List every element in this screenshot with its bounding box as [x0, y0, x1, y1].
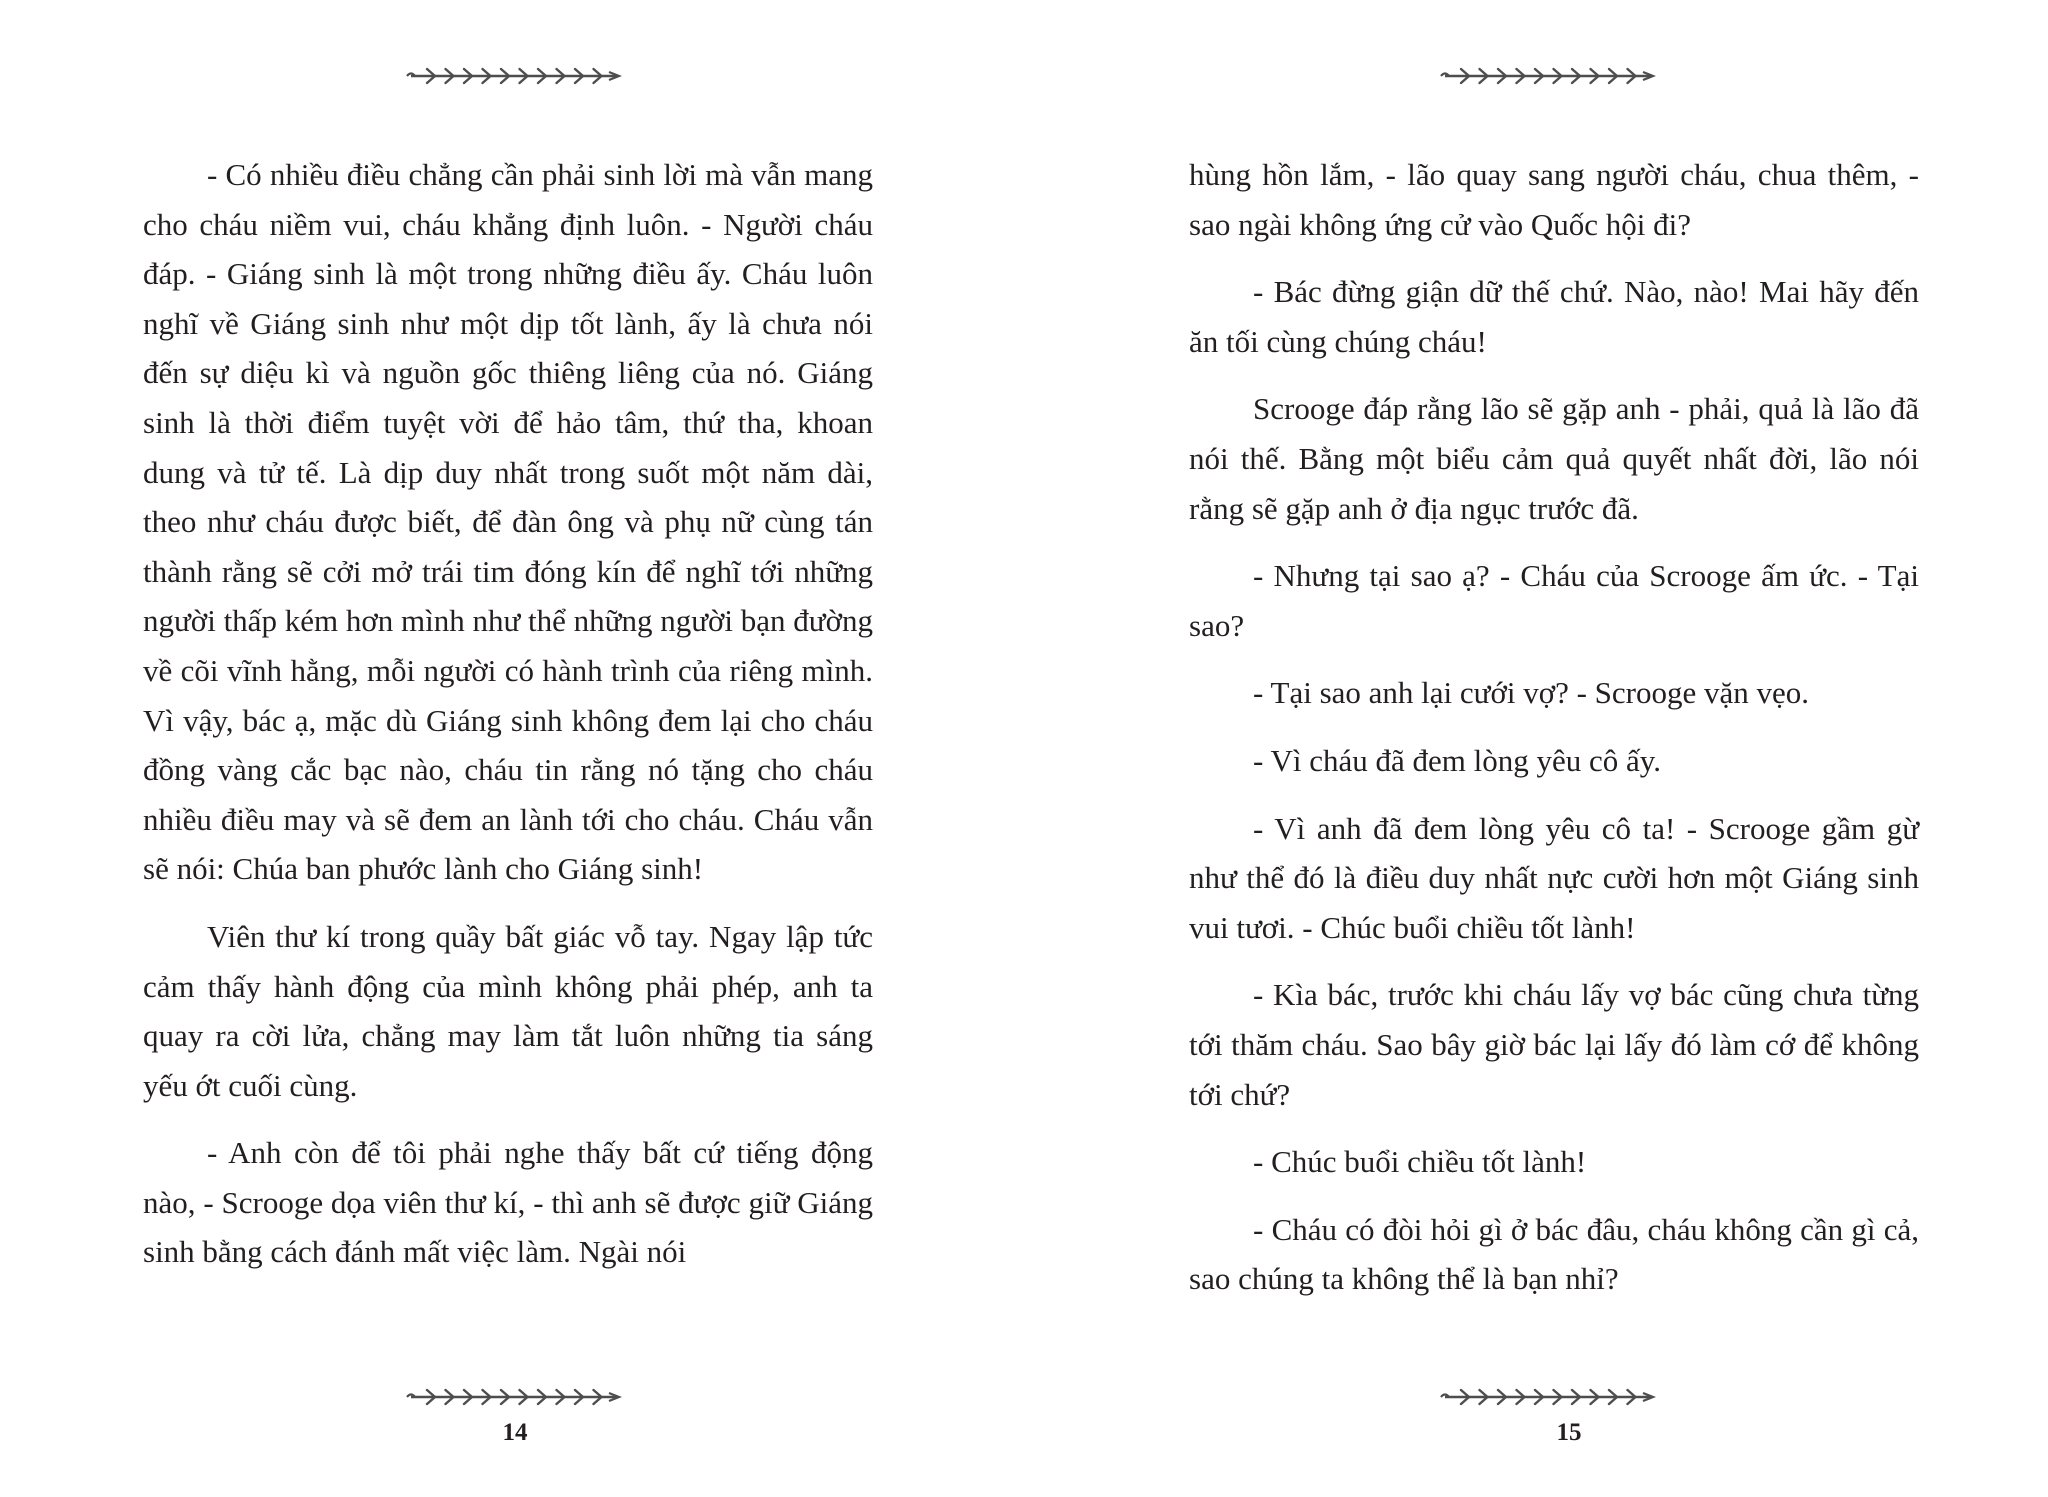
- top-ornament-icon: [405, 64, 625, 88]
- paragraph: - Nhưng tại sao ạ? - Cháu của Scrooge ấm ức. - Tại sao?: [1189, 558, 1919, 643]
- paragraph: Scrooge đáp rằng lão sẽ gặp anh - phải, quả là lão đã nói thế. Bằng một biểu cảm quả quyết nhất đời, lão nói rằng sẽ gặp anh ở địa ngục trước đã.: [1189, 391, 1919, 526]
- paragraph: - Cháu có đòi hỏi gì ở bác đâu, cháu không cần gì cả, sao chúng ta không thể là bạn nhỉ?: [1189, 1211, 1919, 1297]
- paragraph: - Chúc buổi chiều tốt lành!: [1253, 1144, 1587, 1180]
- page-number: 14: [502, 1419, 528, 1446]
- right-page: [1024, 0, 2048, 1497]
- paragraph: - Vì cháu đã đem lòng yêu cô ấy.: [1253, 742, 1662, 778]
- paragraph: - Tại sao anh lại cưới vợ? - Scrooge vặn vẹo.: [1253, 675, 1810, 711]
- page-number: 15: [1556, 1419, 1582, 1446]
- paragraph: - Anh còn để tôi phải nghe thấy bất cứ tiếng động nào, - Scrooge dọa viên thư kí, - thì anh sẽ được giữ Giáng sinh bằng cách đánh mất việc làm. Ngài nói: [143, 1135, 873, 1270]
- left-page-text: [143, 150, 873, 1295]
- paragraph: - Có nhiều điều chẳng cần phải sinh lời mà vẫn mang cho cháu niềm vui, cháu khẳng định luôn. - Người cháu đáp. - Giáng sinh là một trong những điều ấy. Cháu luôn nghĩ về Giáng sinh như một dịp tốt lành, ấy là chưa nói đến sự diệu kì và nguồn gốc thiêng liêng của nó. Giáng sinh là thời điểm tuyệt vời để hảo tâm, thứ tha, khoan dung và tử tế. Là dịp duy nhất trong suốt một năm dài, theo như cháu được biết, để đàn ông và phụ nữ cùng tán thành rằng sẽ cởi mở trái tim đóng kín để nghĩ tới những người thấp kém hơn mình như thể những người bạn đường về cõi vĩnh hằng, mỗi người có hành trình của riêng mình. Vì vậy, bác ạ, mặc dù Giáng sinh không đem lại cho cháu đồng vàng cắc bạc nào, cháu tin rằng nó tặng cho cháu nhiều điều may và sẽ đem an lành tới cho cháu. Cháu vẫn sẽ nói: Chúa ban phước lành cho Giáng sinh!: [143, 157, 873, 887]
- bottom-ornament-icon: [1439, 1385, 1659, 1409]
- paragraph: - Vì anh đã đem lòng yêu cô ta! - Scrooge gầm gừ như thể đó là điều duy nhất nực cười hơn một Giáng sinh vui tươi. - Chúc buổi chiều tốt lành!: [1189, 810, 1919, 945]
- paragraph-continuation: hùng hồn lắm, - lão quay sang người cháu, chua thêm, - sao ngài không ứng cử vào Quốc hội đi?: [1189, 157, 1919, 242]
- right-page-text: [1189, 150, 1919, 1322]
- top-ornament-icon: [1439, 64, 1659, 88]
- paragraph: Viên thư kí trong quầy bất giác vỗ tay. Ngay lập tức cảm thấy hành động của mình không phải phép, anh ta quay ra cời lửa, chẳng may làm tắt luôn những tia sáng yếu ớt cuối cùng.: [143, 918, 873, 1103]
- paragraph: - Bác đừng giận dữ thế chứ. Nào, nào! Mai hãy đến ăn tối cùng chúng cháu!: [1189, 274, 1919, 359]
- paragraph: - Kìa bác, trước khi cháu lấy vợ bác cũng chưa từng tới thăm cháu. Sao bây giờ bác lại lấy đó làm cớ để không tới chứ?: [1189, 977, 1919, 1112]
- bottom-ornament-icon: [405, 1385, 625, 1409]
